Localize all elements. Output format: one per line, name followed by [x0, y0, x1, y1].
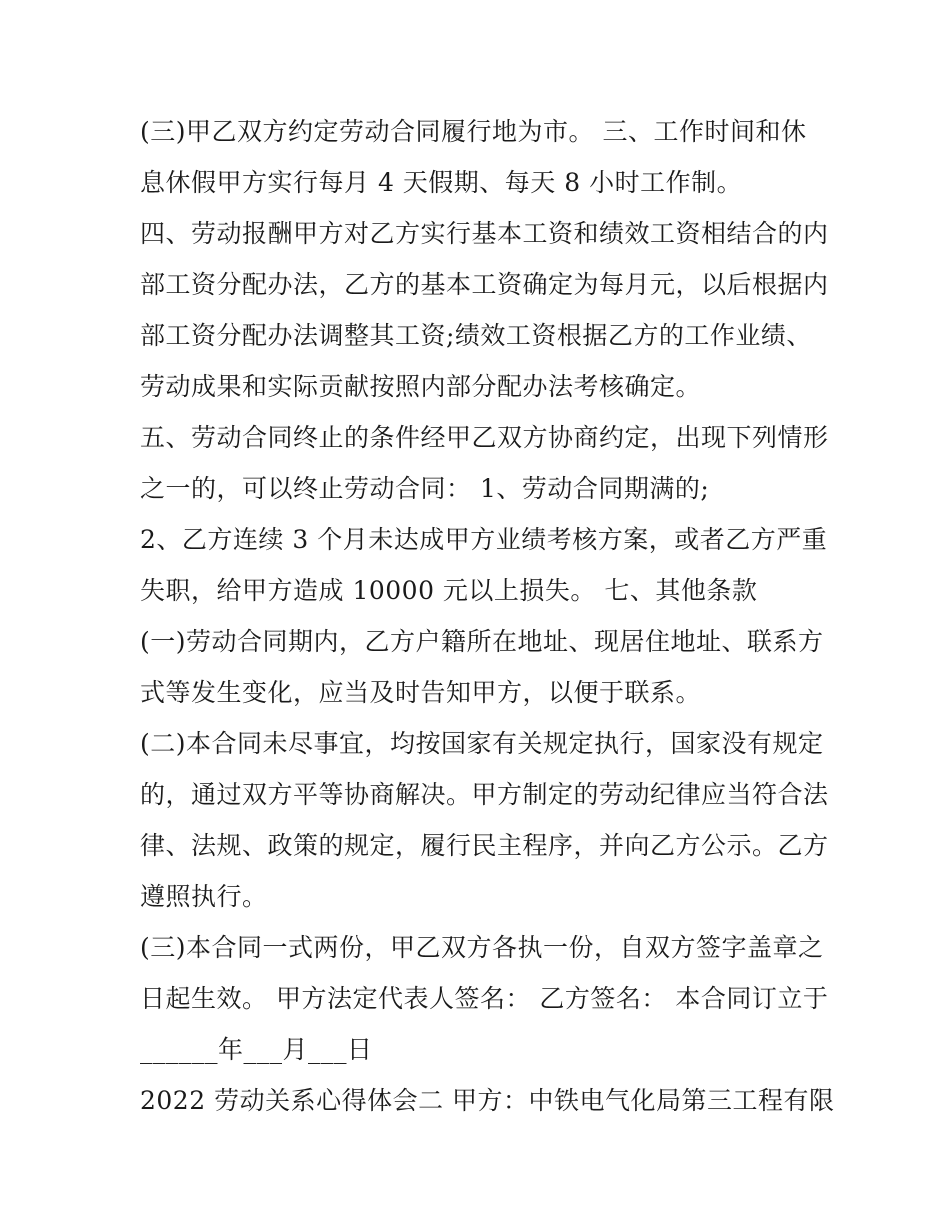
text-line: 部工资分配办法，乙方的基本工资确定为每月元，以后根据内: [140, 270, 829, 299]
document-body: [140, 106, 835, 1126]
text-line: 之一的，可以终止劳动合同： 1、劳动合同期满的;: [140, 474, 710, 503]
text-line: 2022 劳动关系心得体会二 甲方：中铁电气化局第三工程有限: [140, 1086, 835, 1115]
text-line: (三)本合同一式两份，甲乙双方各执一份，自双方签字盖章之: [140, 933, 824, 962]
text-line: 遵照执行。: [140, 882, 268, 911]
text-line: (二)本合同未尽事宜，均按国家有关规定执行，国家没有规定: [140, 729, 824, 758]
text-line: 劳动成果和实际贡献按照内部分配办法考核确定。: [140, 372, 702, 401]
text-line: 四、劳动报酬甲方对乙方实行基本工资和绩效工资相结合的内: [140, 219, 829, 248]
text-line: 式等发生变化，应当及时告知甲方，以便于联系。: [140, 678, 702, 707]
text-line: 的，通过双方平等协商解决。甲方制定的劳动纪律应当符合法: [140, 780, 829, 809]
text-line: 日起生效。 甲方法定代表人签名： 乙方签名： 本合同订立于: [140, 984, 829, 1013]
text-line: (三)甲乙双方约定劳动合同履行地为市。 三、工作时间和休: [140, 117, 807, 146]
text-line: 五、劳动合同终止的条件经甲乙双方协商约定，出现下列情形: [140, 423, 829, 452]
text-line: ______年___月___日: [140, 1035, 373, 1064]
text-line: 失职，给甲方造成 10000 元以上损失。 七、其他条款: [140, 576, 758, 605]
text-line: 律、法规、政策的规定，履行民主程序，并向乙方公示。乙方: [140, 831, 829, 860]
text-line: (一)劳动合同期内，乙方户籍所在地址、现居住地址、联系方: [140, 627, 824, 656]
text-line: 2、乙方连续 3 个月未达成甲方业绩考核方案，或者乙方严重: [140, 525, 828, 554]
text-line: 息休假甲方实行每月 4 天假期、每天 8 小时工作制。: [140, 168, 743, 197]
text-line: 部工资分配办法调整其工资;绩效工资根据乙方的工作业绩、: [140, 321, 812, 350]
